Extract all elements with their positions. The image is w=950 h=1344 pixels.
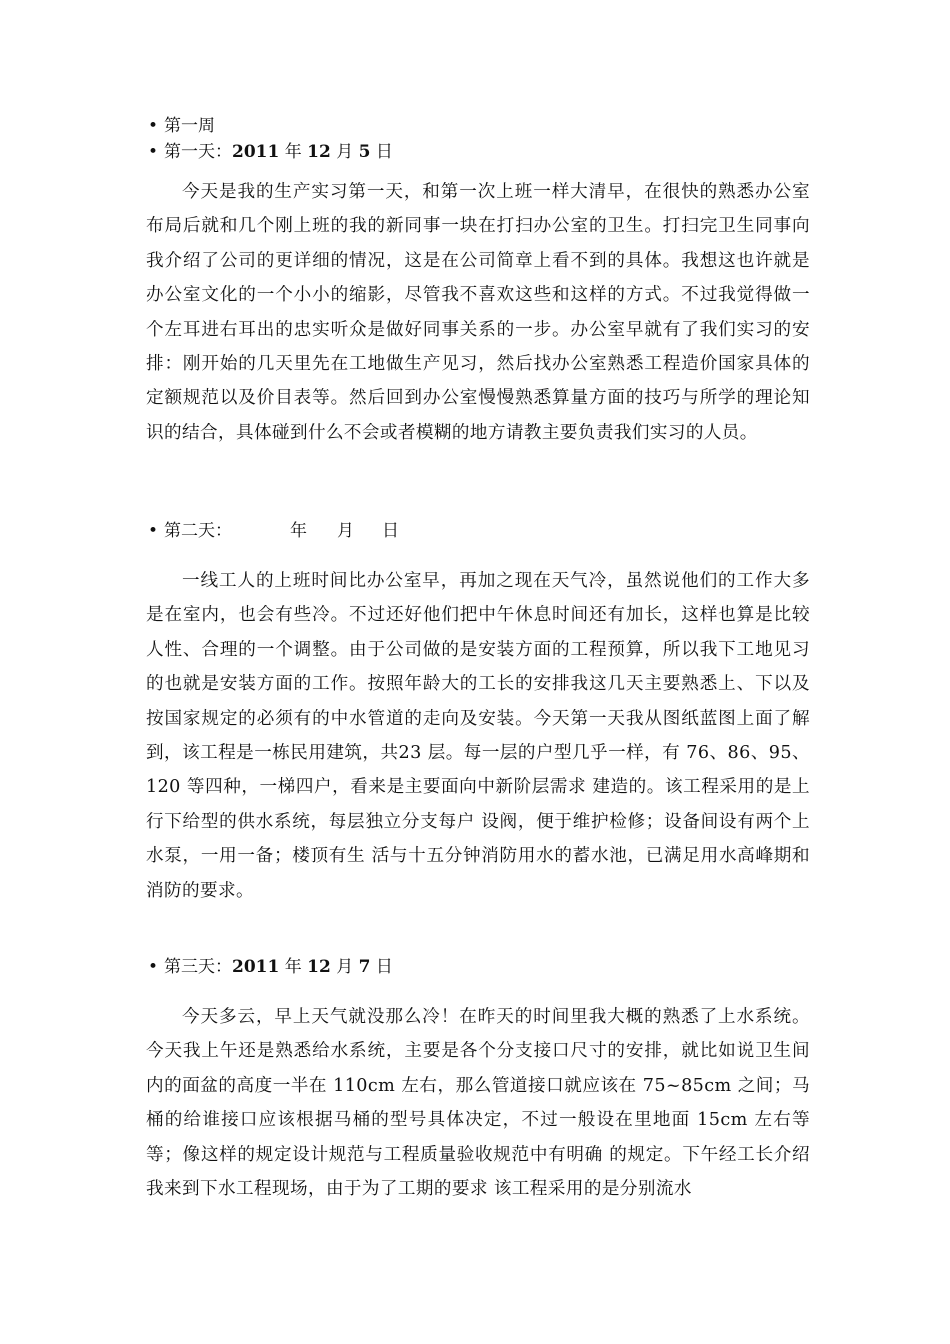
day1-heading — [148, 140, 393, 164]
bullet-dot: • — [148, 521, 159, 541]
day2-day-unit: 日 — [382, 521, 399, 541]
day1-day: 5 — [358, 142, 371, 162]
day3-label: 第三天： — [164, 957, 232, 977]
day2-year-unit: 年 — [290, 521, 307, 541]
day3-month: 12 — [307, 957, 331, 977]
day3-month-unit: 月 — [336, 957, 354, 977]
day1-month: 12 — [307, 142, 331, 162]
day1-year-unit: 年 — [284, 142, 302, 162]
day3-day: 7 — [358, 957, 371, 977]
day2-heading — [148, 519, 399, 543]
day3-year: 2011 — [232, 957, 280, 977]
week-heading — [148, 114, 215, 138]
day3-year-unit: 年 — [284, 957, 302, 977]
bullet-dot: • — [148, 142, 159, 162]
day1-day-unit: 日 — [375, 142, 393, 162]
day3-heading — [148, 955, 393, 979]
day2-label: 第二天： — [164, 521, 232, 541]
week-heading-label: 第一周 — [164, 116, 215, 136]
bullet-dot: • — [148, 957, 159, 977]
day1-label: 第一天： — [164, 142, 232, 162]
day3-paragraph: 今天多云，早上天气就没那么冷！在昨天的时间里我大概的熟悉了上水系统。今天我上午还是熟悉给水系统，主要是各个分支接口尺寸的安排，就比如说卫生间内的面盆的高度一半在 110cm 左右，那么管道接口就应该在 75~85cm 之间；马桶的给谁接口应该根据马桶的型号具体决定，不过一般设在里地面 15cm 左右等等；像这样的规定设计规范与工程质量验收规范中有明确 的规定。下午经工长介绍我来到下水工程现场，由于为了工期的要求 该工程采用的是分别流水 — [146, 1007, 810, 1200]
day2-month-unit: 月 — [337, 521, 354, 541]
day1-year: 2011 — [232, 142, 280, 162]
day1-paragraph: 今天是我的生产实习第一天，和第一次上班一样大清早，在很快的熟悉办公室布局后就和几个刚上班的我的新同事一块在打扫办公室的卫生。打扫完卫生同事向我介绍了公司的更详细的情况，这是在公司简章上看不到的具体。我想这也许就是办公室文化的一个小小的缩影，尽管我不喜欢这些和这样的方式。不过我觉得做一个左耳进右耳出的忠实听众是做好同事关系的一步。办公室早就有了我们实习的安排：刚开始的几天里先在工地做生产见习，然后找办公室熟悉工程造价国家具体的定额规范以及价目表等。然后回到办公室慢慢熟悉算量方面的技巧与所学的理论知识的结合，具体碰到什么不会或者模糊的地方请教主要负责我们实习的人员。 — [146, 182, 810, 443]
bullet-dot: • — [148, 116, 159, 136]
day2-paragraph: 一线工人的上班时间比办公室早，再加之现在天气冷，虽然说他们的工作大多是在室内，也会有些冷。不过还好他们把中午休息时间还有加长，这样也算是比较人性、合理的一个调整。由于公司做的是安装方面的工程预算，所以我下工地见习的也就是安装方面的工作。按照年龄大的工长的安排我这几天主要熟悉上、下以及按国家规定的必须有的中水管道的走向及安装。今天第一天我从图纸蓝图上面了解到，该工程是一栋民用建筑，共23 层。每一层的户型几乎一样，有 76、86、95、120 等四种，一梯四户，看来是主要面向中新阶层需求 建造的。该工程采用的是上行下给型的供水系统，每层独立分支每户 设阀，便于维护检修；设备间设有两个上水泵，一用一备；楼顶有生 活与十五分钟消防用水的蓄水池，已满足用水高峰期和消防的要求。 — [146, 571, 810, 901]
day1-month-unit: 月 — [336, 142, 354, 162]
day3-day-unit: 日 — [375, 957, 393, 977]
